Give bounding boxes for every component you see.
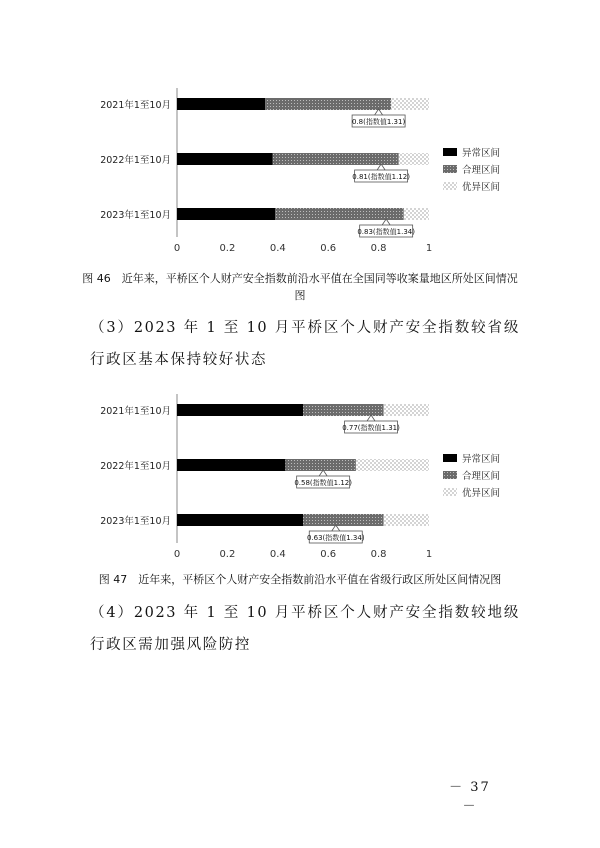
category-label: 2021年1至10月 <box>100 406 171 417</box>
bar-segment-abnormal <box>177 404 303 416</box>
marker-label: 0.63(指数值1.34) <box>306 534 365 542</box>
category-label: 2022年1至10月 <box>100 461 171 472</box>
marker-label: 0.83(指数值1.34) <box>357 228 415 236</box>
marker-label: 0.77(指数值1.31) <box>342 424 400 432</box>
x-tick-label: 0 <box>173 549 181 560</box>
x-tick-label: 1 <box>425 243 433 254</box>
x-tick-label: 1 <box>425 549 433 560</box>
stacked-bar-chart <box>0 82 600 258</box>
section-heading: （3）2023 年 1 至 10 月平桥区个人财产安全指数较省级行政区基本保持较好状态 <box>90 320 520 368</box>
legend-swatch <box>443 471 457 479</box>
figure-caption: 图 46 近年来，平桥区个人财产安全指数前沿水平值在全国同等收案量地区所处区间情况图 <box>82 272 518 302</box>
stacked-bar-chart <box>0 388 600 564</box>
bar-segment-reasonable <box>265 98 391 110</box>
section-heading: （4）2023 年 1 至 10 月平桥区个人财产安全指数较地级行政区需加强风险防控 <box>90 605 520 653</box>
bar-segment-excellent <box>384 514 429 526</box>
bar-segment-excellent <box>384 404 429 416</box>
category-label: 2023年1至10月 <box>100 210 171 221</box>
x-tick-label: 0.2 <box>219 243 236 254</box>
bar-segment-excellent <box>399 153 429 165</box>
marker-label: 0.8(指数值1.31) <box>352 118 406 126</box>
legend-swatch <box>443 148 457 156</box>
bar-segment-abnormal <box>177 514 303 526</box>
legend-label: 合理区间 <box>462 471 501 482</box>
marker-label: 0.58(指数值1.12) <box>294 479 352 487</box>
bar-segment-reasonable <box>303 514 384 526</box>
legend-swatch <box>443 488 457 496</box>
bar-segment-abnormal <box>177 208 275 220</box>
legend-label: 合理区间 <box>462 165 501 176</box>
x-tick-label: 0.2 <box>219 549 236 560</box>
x-tick-label: 0.8 <box>370 243 387 254</box>
bar-segment-excellent <box>391 98 429 110</box>
legend-label: 优异区间 <box>462 182 501 193</box>
bar-segment-reasonable <box>303 404 384 416</box>
x-tick-label: 0.6 <box>320 243 337 254</box>
legend-label: 优异区间 <box>462 488 501 499</box>
marker-label: 0.81(指数值1.12) <box>352 173 410 181</box>
legend-swatch <box>443 182 457 190</box>
chart-fig46 <box>0 82 600 258</box>
legend-label: 异常区间 <box>462 148 501 159</box>
legend-swatch <box>443 165 457 173</box>
bar-segment-reasonable <box>273 153 399 165</box>
category-label: 2023年1至10月 <box>100 516 171 527</box>
legend-swatch <box>443 454 457 462</box>
bar-segment-abnormal <box>177 459 285 471</box>
x-tick-label: 0.4 <box>269 243 286 254</box>
bar-segment-reasonable <box>285 459 356 471</box>
bar-segment-reasonable <box>275 208 404 220</box>
chart-fig47 <box>0 388 600 564</box>
x-tick-label: 0.8 <box>370 549 387 560</box>
bar-segment-excellent <box>356 459 429 471</box>
figure-caption: 图 47 近年来，平桥区个人财产安全指数前沿水平值在省级行政区所处区间情况图 <box>98 573 502 586</box>
x-tick-label: 0.6 <box>320 549 337 560</box>
bar-segment-excellent <box>404 208 429 220</box>
category-label: 2022年1至10月 <box>100 155 171 166</box>
legend-label: 异常区间 <box>462 454 501 465</box>
bar-segment-abnormal <box>177 153 273 165</box>
category-label: 2021年1至10月 <box>100 100 171 111</box>
page-number: － 37 － <box>449 780 491 814</box>
bar-segment-abnormal <box>177 98 265 110</box>
x-tick-label: 0.4 <box>269 549 286 560</box>
x-tick-label: 0 <box>173 243 181 254</box>
